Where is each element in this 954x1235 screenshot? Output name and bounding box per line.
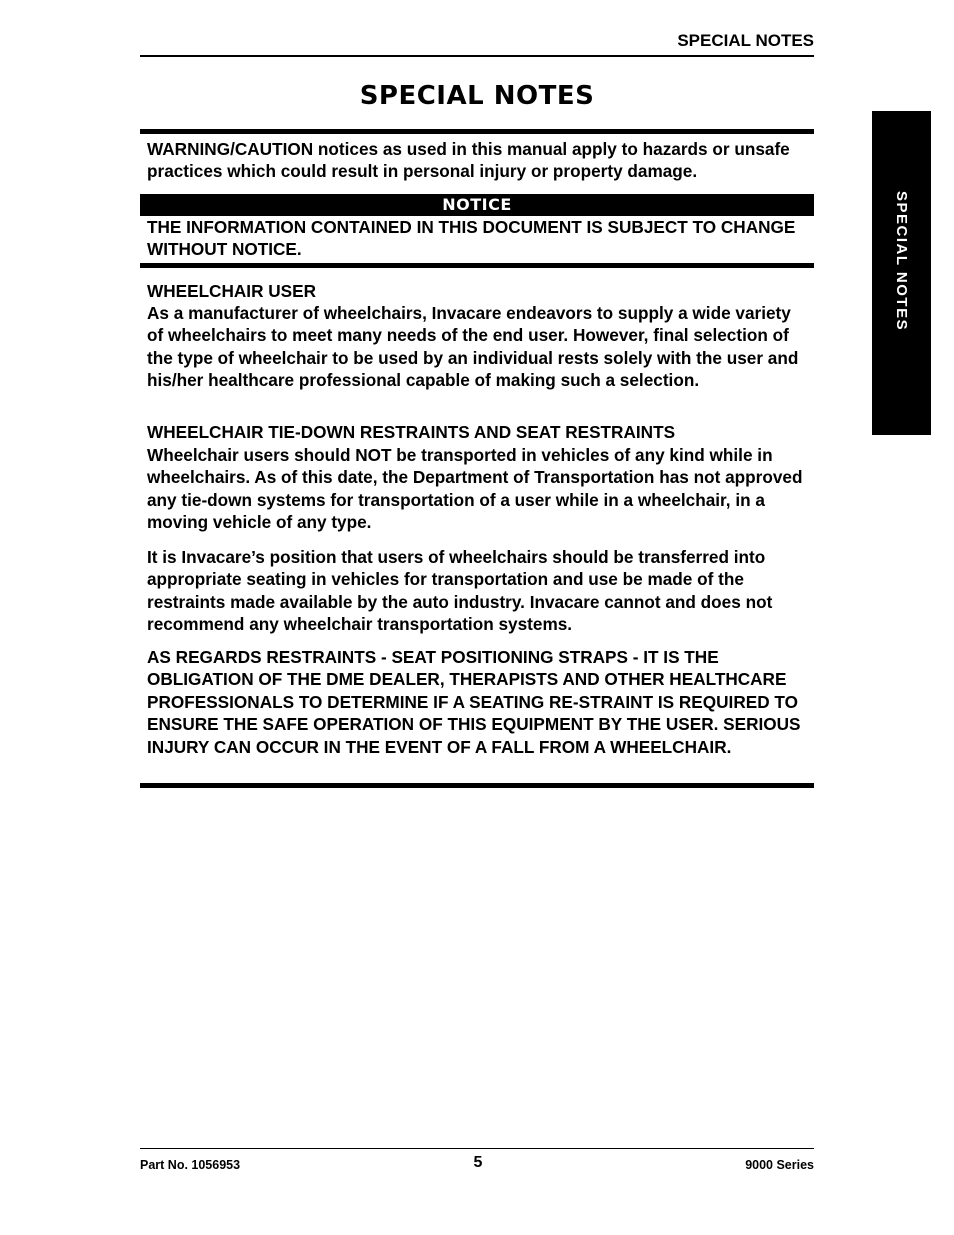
restraints-paragraph-1: Wheelchair users should NOT be transported in vehicles of any kind while in wheelchairs. As of this date, the Department of Transportation has not approved any tie-down systems for transportation of a user while in a wheelchair, in a moving vehicle of any type. <box>147 445 803 533</box>
warning-lead: WARNING/CAUTION <box>147 139 314 159</box>
warning-paragraph <box>147 138 807 183</box>
restraints-paragraph-3: AS REGARDS RESTRAINTS - SEAT POSITIONING STRAPS - IT IS THE OBLIGATION OF THE DME DEALER, THERAPISTS AND OTHER HEALTHCARE PROFESSIONALS TO DETERMINE IF A SEATING RE-STRAINT IS REQUIRED TO ENSURE THE SAFE OPERATION OF THIS EQUIPMENT BY THE USER. SERIOUS INJURY CAN OCCUR IN THE EVENT OF A FALL FROM A WHEELCHAIR. <box>147 647 801 757</box>
page-title: SPECIAL NOTES <box>359 81 595 111</box>
footer-series: 9000 Series <box>745 1158 814 1172</box>
wheelchair-user-heading: WHEELCHAIR USER <box>147 281 317 301</box>
box-bottom-rule <box>140 783 814 788</box>
section-tab <box>872 111 931 435</box>
notice-text: THE INFORMATION CONTAINED IN THIS DOCUMENT IS SUBJECT TO CHANGE WITHOUT NOTICE. <box>147 217 796 260</box>
header-rule <box>140 55 814 57</box>
footer-rule <box>140 1148 814 1149</box>
section-tab-label: SPECIAL NOTES <box>893 191 910 332</box>
footer-part-number: Part No. 1056953 <box>140 1158 241 1172</box>
footer-page-number: 5 <box>473 1154 483 1171</box>
box-top-rule <box>140 129 814 134</box>
wheelchair-user-text: As a manufacturer of wheelchairs, Invacare endeavors to supply a wide variety of wheelchairs to meet many needs of the end user. However, final selection of the type of wheelchair to be used by an individual rests solely with the user and his/her healthcare professional capable of making such a selection. <box>147 303 799 391</box>
restraints-paragraph-2: It is Invacare’s position that users of wheelchairs should be transferred into appropriate seating in vehicles for transportation and use be made of the restraints made available by the auto industry. Invacare cannot and does not recommend any wheelchair transportation systems. <box>147 547 773 635</box>
notice-bottom-rule <box>140 263 814 268</box>
restraints-heading: WHEELCHAIR TIE-DOWN RESTRAINTS AND SEAT RESTRAINTS <box>147 422 676 442</box>
notice-bar: NOTICE <box>140 194 814 216</box>
running-header: SPECIAL NOTES <box>677 31 814 50</box>
warning-text: notices as used in this manual apply to hazards or unsafe practices which could result in personal injury or property damage. <box>147 139 790 182</box>
